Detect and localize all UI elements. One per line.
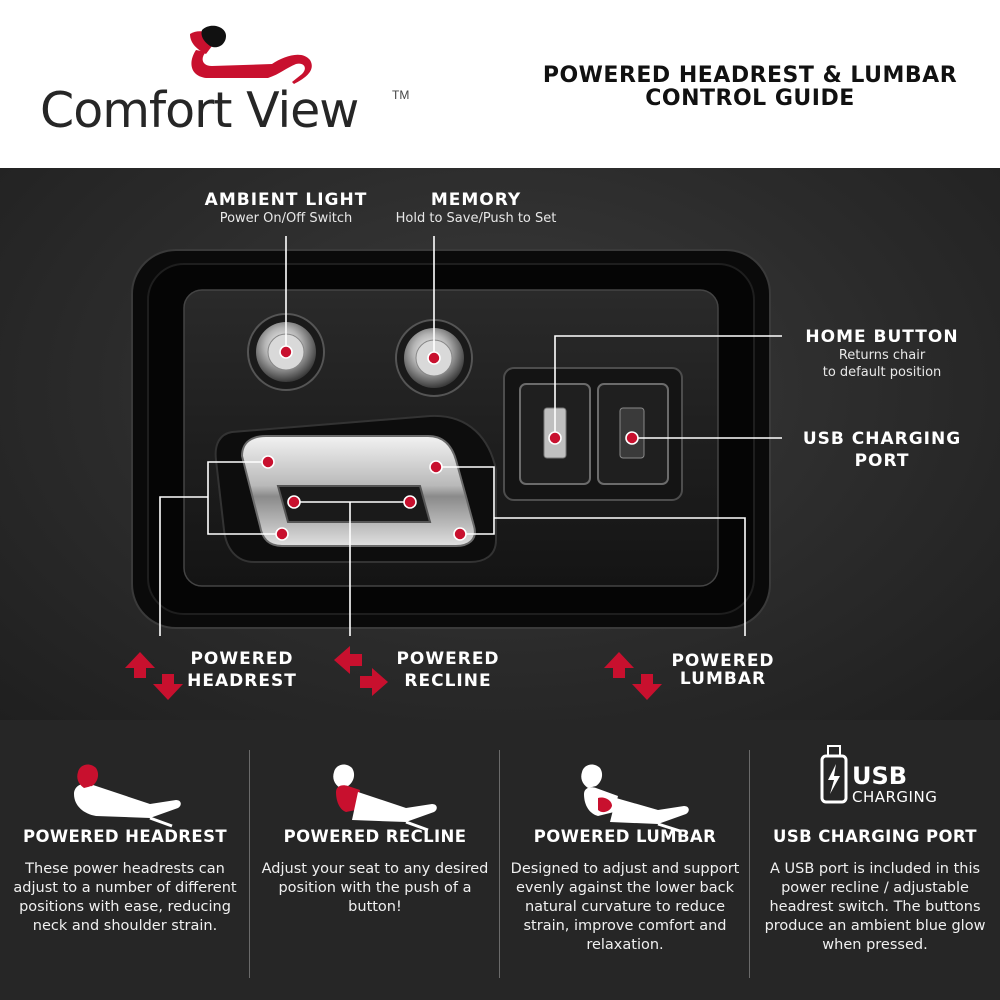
feature-usb xyxy=(750,720,1000,1000)
recliner-recline-icon xyxy=(250,742,500,832)
usb-icon-label: USB xyxy=(852,762,908,790)
usb-port-label-line1: USB CHARGING xyxy=(802,429,962,449)
ambient-light-sublabel: Power On/Off Switch xyxy=(219,211,353,226)
recline-label-line2: RECLINE xyxy=(404,671,492,691)
usb-charging-icon xyxy=(750,742,1000,832)
recline-left-right-arrows-icon xyxy=(334,646,388,696)
feature-lumbar xyxy=(500,720,750,1000)
home-button-sublabel-line1: Returns chair xyxy=(838,348,926,363)
headrest-up-down-arrows-icon xyxy=(125,652,183,700)
home-button-sublabel-line2: to default position xyxy=(822,365,942,380)
recliner-lumbar-icon xyxy=(500,742,750,832)
usb-port-label-line2: PORT xyxy=(854,451,910,471)
memory-sublabel: Hold to Save/Push to Set xyxy=(395,211,557,226)
feature-recline-title: POWERED RECLINE xyxy=(283,827,467,846)
features-section xyxy=(0,720,1000,1000)
headrest-label-line1: POWERED xyxy=(190,649,294,669)
feature-headrest xyxy=(0,720,250,1000)
lumbar-up-down-arrows-icon xyxy=(604,652,662,700)
headrest-label-line2: HEADREST xyxy=(187,671,297,691)
home-button-label: HOME BUTTON xyxy=(805,327,959,347)
page-title-line1: POWERED HEADREST & LUMBAR xyxy=(542,63,958,88)
ambient-light-label: AMBIENT LIGHT xyxy=(204,190,368,210)
recliner-headrest-icon xyxy=(0,742,250,832)
feature-recline xyxy=(250,720,500,1000)
trademark-symbol: TM xyxy=(392,88,410,102)
lumbar-label-line1: POWERED xyxy=(671,651,775,671)
charging-icon-label: CHARGING xyxy=(852,788,938,806)
feature-lumbar-desc: Designed to adjust and support evenly against the lower back natural curvature to reduce strain, improve comfort and relaxation. xyxy=(510,861,740,953)
feature-headrest-desc: These power headrests can adjust to a number of different positions with ease, reducing neck and shoulder strain. xyxy=(13,861,237,934)
brand-name: Comfort View xyxy=(40,82,359,139)
lumbar-label-line2: LUMBAR xyxy=(679,669,767,689)
feature-headrest-title: POWERED HEADREST xyxy=(22,827,228,846)
page-title-line2: CONTROL GUIDE xyxy=(645,86,855,111)
feature-usb-title: USB CHARGING PORT xyxy=(773,827,977,846)
recline-label-line1: POWERED xyxy=(396,649,500,669)
feature-recline-desc: Adjust your seat to any desired position with the push of a button! xyxy=(261,861,489,915)
memory-label: MEMORY xyxy=(430,190,522,210)
feature-lumbar-title: POWERED LUMBAR xyxy=(533,827,717,846)
feature-usb-desc: A USB port is included in this power recline / adjustable headrest switch. The buttons produce an ambient blue glow when pressed. xyxy=(764,861,986,953)
